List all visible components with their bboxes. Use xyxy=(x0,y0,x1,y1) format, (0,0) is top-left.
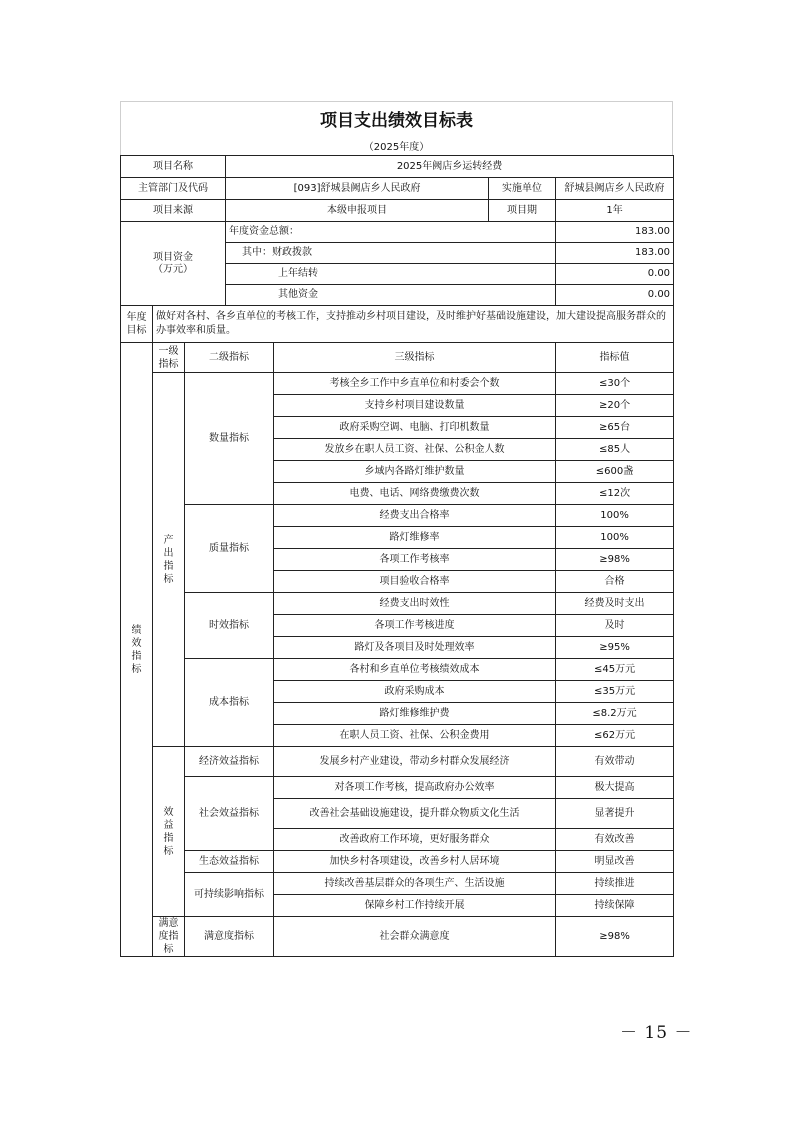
level2-label: 可持续影响指标 xyxy=(185,873,274,917)
funds-carry-value: 0.00 xyxy=(556,264,674,285)
funds-row-total xyxy=(121,222,674,243)
indicator-name: 路灯维修率 xyxy=(274,527,556,549)
source-value: 本级申报项目 xyxy=(226,200,489,222)
funds-label-line1: 项目资金 xyxy=(153,251,194,263)
indicator-name: 社会群众满意度 xyxy=(274,917,556,957)
level2-label: 数量指标 xyxy=(185,373,274,505)
header-level1: 一级指标 xyxy=(153,343,185,373)
year-label: （2025年度） xyxy=(120,140,673,155)
indicator-value: ≤600盏 xyxy=(556,461,674,483)
project-name-value: 2025年阙店乡运转经费 xyxy=(226,156,674,178)
indicator-name: 项目验收合格率 xyxy=(274,571,556,593)
indicator-name: 加快乡村各项建设，改善乡村人居环境 xyxy=(274,851,556,873)
goal-label: 年度目标 xyxy=(121,306,153,343)
indicator-name: 政府采购成本 xyxy=(274,681,556,703)
indicator-value: ≤45万元 xyxy=(556,659,674,681)
indicator-value: 极大提高 xyxy=(556,777,674,799)
indicator-row xyxy=(121,873,674,895)
indicator-name: 各项工作考核率 xyxy=(274,549,556,571)
indicator-name: 发展乡村产业建设，带动乡村群众发展经济 xyxy=(274,747,556,777)
level2-label: 成本指标 xyxy=(185,659,274,747)
indicator-value: 100% xyxy=(556,505,674,527)
performance-target-sheet xyxy=(120,101,673,957)
dept-label: 主管部门及代码 xyxy=(121,178,226,200)
indicator-name: 经费支出时效性 xyxy=(274,593,556,615)
indicator-value: 显著提升 xyxy=(556,799,674,829)
indicator-name: 路灯维修维护费 xyxy=(274,703,556,725)
indicator-name: 各村和乡直单位考核绩效成本 xyxy=(274,659,556,681)
target-table xyxy=(120,155,674,957)
indicator-value: 及时 xyxy=(556,615,674,637)
info-row-name xyxy=(121,156,674,178)
level2-label: 满意度指标 xyxy=(185,917,274,957)
level1-label: 满意度指标 xyxy=(153,917,185,957)
level1-label: 效益指标 xyxy=(153,747,185,917)
funds-fiscal-label: 其中：财政拨款 xyxy=(226,243,556,264)
page-title: 项目支出绩效目标表 xyxy=(120,101,673,140)
period-value: 1年 xyxy=(556,200,674,222)
goal-section xyxy=(121,306,674,343)
header-level2: 二级指标 xyxy=(185,343,274,373)
performance-section xyxy=(121,343,674,957)
indicator-value: 有效改善 xyxy=(556,829,674,851)
level2-label: 时效指标 xyxy=(185,593,274,659)
impl-unit-label: 实施单位 xyxy=(489,178,556,200)
indicator-name: 对各项工作考核，提高政府办公效率 xyxy=(274,777,556,799)
header-level3: 三级指标 xyxy=(274,343,556,373)
period-label: 项目期 xyxy=(489,200,556,222)
funds-label-line2: （万元） xyxy=(153,263,194,275)
indicator-value: ≥98% xyxy=(556,917,674,957)
indicator-value: ≤12次 xyxy=(556,483,674,505)
indicator-name: 各项工作考核进度 xyxy=(274,615,556,637)
info-row-dept xyxy=(121,178,674,200)
indicator-row xyxy=(121,851,674,873)
funds-label xyxy=(121,222,226,306)
indicator-value: ≥20个 xyxy=(556,395,674,417)
indicator-value: 合格 xyxy=(556,571,674,593)
indicator-value: ≤8.2万元 xyxy=(556,703,674,725)
indicator-name: 支持乡村项目建设数量 xyxy=(274,395,556,417)
level2-label: 社会效益指标 xyxy=(185,777,274,851)
funds-section xyxy=(121,222,674,306)
project-name-label: 项目名称 xyxy=(121,156,226,178)
source-label: 项目来源 xyxy=(121,200,226,222)
indicator-value: 有效带动 xyxy=(556,747,674,777)
indicator-value: ≤35万元 xyxy=(556,681,674,703)
funds-carry-label: 上年结转 xyxy=(226,264,556,285)
indicator-name: 考核全乡工作中乡直单位和村委会个数 xyxy=(274,373,556,395)
header-value: 指标值 xyxy=(556,343,674,373)
indicator-name: 路灯及各项目及时处理效率 xyxy=(274,637,556,659)
indicator-name: 政府采购空调、电脑、打印机数量 xyxy=(274,417,556,439)
indicator-row xyxy=(121,505,674,527)
funds-other-value: 0.00 xyxy=(556,285,674,306)
indicator-value: 经费及时支出 xyxy=(556,593,674,615)
indicator-row xyxy=(121,747,674,777)
indicator-name: 发放乡在职人员工资、社保、公积金人数 xyxy=(274,439,556,461)
indicator-value: 100% xyxy=(556,527,674,549)
indicator-name: 经费支出合格率 xyxy=(274,505,556,527)
indicator-name: 乡域内各路灯维护数量 xyxy=(274,461,556,483)
indicator-name: 持续改善基层群众的各项生产、生活设施 xyxy=(274,873,556,895)
indicator-value: ≤85人 xyxy=(556,439,674,461)
indicator-value: ≥95% xyxy=(556,637,674,659)
indicator-row xyxy=(121,917,674,957)
level1-label: 产出指标 xyxy=(153,373,185,747)
page-number: － 15 － xyxy=(620,1023,693,1043)
perf-header-row xyxy=(121,343,674,373)
indicator-value: ≤30个 xyxy=(556,373,674,395)
indicator-name: 保障乡村工作持续开展 xyxy=(274,895,556,917)
dept-value: [093]舒城县阙店乡人民政府 xyxy=(226,178,489,200)
indicator-row xyxy=(121,373,674,395)
info-row-source xyxy=(121,200,674,222)
impl-unit-value: 舒城县阙店乡人民政府 xyxy=(556,178,674,200)
indicator-value: ≥65台 xyxy=(556,417,674,439)
funds-total-label: 年度资金总额： xyxy=(226,222,556,243)
indicator-value: ≥98% xyxy=(556,549,674,571)
funds-total-value: 183.00 xyxy=(556,222,674,243)
funds-fiscal-value: 183.00 xyxy=(556,243,674,264)
indicator-row xyxy=(121,593,674,615)
goal-row xyxy=(121,306,674,343)
indicator-value: 持续保障 xyxy=(556,895,674,917)
funds-other-label: 其他资金 xyxy=(226,285,556,306)
level2-label: 质量指标 xyxy=(185,505,274,593)
indicator-name: 改善社会基础设施建设，提升群众物质文化生活 xyxy=(274,799,556,829)
level2-label: 经济效益指标 xyxy=(185,747,274,777)
info-section xyxy=(121,156,674,222)
level2-label: 生态效益指标 xyxy=(185,851,274,873)
indicator-row xyxy=(121,777,674,799)
indicator-name: 电费、电话、网络费缴费次数 xyxy=(274,483,556,505)
goal-text: 做好对各村、各乡直单位的考核工作，支持推动乡村项目建设，及时维护好基础设施建设，加大建设提高服务群众的办事效率和质量。 xyxy=(153,306,674,343)
indicator-name: 在职人员工资、社保、公积金费用 xyxy=(274,725,556,747)
indicator-row xyxy=(121,659,674,681)
perf-label: 绩效指标 xyxy=(121,343,153,957)
indicator-name: 改善政府工作环境，更好服务群众 xyxy=(274,829,556,851)
indicator-value: ≤62万元 xyxy=(556,725,674,747)
indicator-value: 持续推进 xyxy=(556,873,674,895)
indicator-value: 明显改善 xyxy=(556,851,674,873)
